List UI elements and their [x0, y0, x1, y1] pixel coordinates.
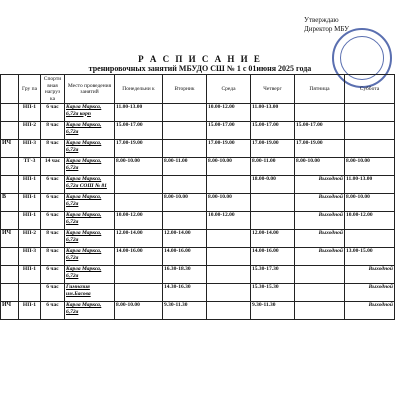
document-subtitle: тренировочных занятий МБУДО СШ № 1 с 01июня 2025 года — [88, 64, 312, 73]
thursday-cell: 15.30-15.30 — [251, 284, 295, 302]
hours-cell: 6 час — [41, 104, 65, 122]
tuesday-cell: 14.00-16.00 — [163, 248, 207, 266]
table-row — [1, 194, 395, 212]
wednesday-cell: 17.00-19.00 — [207, 140, 251, 158]
friday-cell: 15.00-17.00 — [295, 122, 345, 140]
group-cell: НП-1 — [19, 212, 41, 230]
monday-cell — [115, 176, 163, 194]
tuesday-cell — [163, 140, 207, 158]
table-row — [1, 212, 395, 230]
wednesday-cell — [207, 176, 251, 194]
monday-cell — [115, 284, 163, 302]
friday-cell: Выходной — [295, 212, 345, 230]
table-row — [1, 158, 395, 176]
hours-cell: 6 час — [41, 176, 65, 194]
place-cell: Карла Маркса, 6,72а — [65, 122, 115, 140]
hours-cell: 6 час — [41, 302, 65, 320]
tuesday-cell: 14.30-16.30 — [163, 284, 207, 302]
wednesday-cell: 10.00-12.00 — [207, 104, 251, 122]
thursday-cell — [251, 212, 295, 230]
place-cell: Карла Маркса, 6,72а — [65, 302, 115, 320]
saturday-cell — [345, 122, 395, 140]
place-cell: Гимназия им.Басова — [65, 284, 115, 302]
monday-cell: 12.00-14.00 — [115, 230, 163, 248]
tuesday-cell — [163, 212, 207, 230]
group-cell: ТГ-3 — [19, 158, 41, 176]
place-cell: Карла Маркса, 6,72а — [65, 230, 115, 248]
header-thursday: Четверг — [251, 75, 295, 104]
table-row — [1, 284, 395, 302]
friday-cell: Выходной — [295, 230, 345, 248]
thursday-cell: 9.30-11.30 — [251, 302, 295, 320]
header-place: Место проведения занятий — [65, 75, 115, 104]
document-title: Р А С П И С А Н И Е — [138, 54, 262, 64]
header-tuesday: Вторник — [163, 75, 207, 104]
saturday-cell: Выходной — [345, 302, 395, 320]
approval-line-1: Утверждаю — [304, 16, 339, 24]
saturday-cell: 8.00-10.00 — [345, 158, 395, 176]
place-cell: Карла Маркса, 6,72а СОШ № 81 — [65, 176, 115, 194]
thursday-cell: 12.00-14.00 — [251, 230, 295, 248]
wednesday-cell: 8.00-10.00 — [207, 194, 251, 212]
schedule-body — [1, 104, 395, 320]
place-cell: Карла Маркса, 6,72а — [65, 248, 115, 266]
wednesday-cell: 15.00-17.00 — [207, 122, 251, 140]
group-cell: НП-2 — [19, 122, 41, 140]
thursday-cell: 8.00-11.00 — [251, 158, 295, 176]
tuesday-cell — [163, 176, 207, 194]
table-row — [1, 248, 395, 266]
friday-cell: Выходной — [295, 176, 345, 194]
hours-cell: 6 час — [41, 212, 65, 230]
friday-cell — [295, 266, 345, 284]
friday-cell — [295, 104, 345, 122]
monday-cell: 14.00-16.00 — [115, 248, 163, 266]
hours-cell: 14 час — [41, 158, 65, 176]
group-cell: НП-1 — [19, 176, 41, 194]
coach-cell — [1, 284, 19, 302]
group-cell: НП-3 — [19, 140, 41, 158]
place-cell: Карла Маркса, 6,72а — [65, 158, 115, 176]
table-row — [1, 302, 395, 320]
saturday-cell: 13.00-15.00 — [345, 248, 395, 266]
table-row — [1, 230, 395, 248]
tuesday-cell — [163, 122, 207, 140]
wednesday-cell — [207, 284, 251, 302]
header-monday: Понедельни к — [115, 75, 163, 104]
saturday-cell: Выходной — [345, 284, 395, 302]
coach-cell — [1, 122, 19, 140]
tuesday-cell — [163, 104, 207, 122]
hours-cell: 8 час — [41, 230, 65, 248]
saturday-cell — [345, 230, 395, 248]
thursday-cell — [251, 194, 295, 212]
tuesday-cell: 8.00-10.00 — [163, 194, 207, 212]
coach-cell: ИЧ — [1, 230, 19, 248]
header-wednesday: Среда — [207, 75, 251, 104]
coach-cell — [1, 212, 19, 230]
coach-cell — [1, 176, 19, 194]
monday-cell: 8.00-10.00 — [115, 302, 163, 320]
place-cell: Карла Маркса, 6,72а — [65, 140, 115, 158]
hours-cell: 8 час — [41, 140, 65, 158]
friday-cell — [295, 302, 345, 320]
thursday-cell: 18.00-0.00 — [251, 176, 295, 194]
group-cell: НП-1 — [19, 194, 41, 212]
friday-cell: Выходной — [295, 194, 345, 212]
friday-cell — [295, 284, 345, 302]
thursday-cell: 14.00-16.00 — [251, 248, 295, 266]
friday-cell: Выходной — [295, 248, 345, 266]
friday-cell: 17.00-19.00 — [295, 140, 345, 158]
wednesday-cell — [207, 266, 251, 284]
wednesday-cell — [207, 230, 251, 248]
thursday-cell: 11.00-13.00 — [251, 104, 295, 122]
tuesday-cell: 16.30-18.30 — [163, 266, 207, 284]
group-cell: НП-3 — [19, 248, 41, 266]
header-row — [1, 75, 395, 104]
table-row — [1, 140, 395, 158]
tuesday-cell: 12.00-14.00 — [163, 230, 207, 248]
tuesday-cell: 9.30-11.30 — [163, 302, 207, 320]
coach-cell: ИЧ — [1, 302, 19, 320]
monday-cell: 17.00-19.00 — [115, 140, 163, 158]
hours-cell: 8 час — [41, 248, 65, 266]
hours-cell: 6 час — [41, 284, 65, 302]
group-cell: НП-1 — [19, 302, 41, 320]
hours-cell: 6 час — [41, 266, 65, 284]
coach-cell: В — [1, 194, 19, 212]
group-cell — [19, 284, 41, 302]
monday-cell: 8.00-10.00 — [115, 158, 163, 176]
header-friday: Пятница — [295, 75, 345, 104]
table-row — [1, 104, 395, 122]
tuesday-cell: 8.00-11.00 — [163, 158, 207, 176]
place-cell: Карла Маркса, 6,72а корп — [65, 104, 115, 122]
thursday-cell: 15.00-17.00 — [251, 122, 295, 140]
table-row — [1, 266, 395, 284]
thursday-cell: 15.30-17.30 — [251, 266, 295, 284]
monday-cell: 10.00-12.00 — [115, 212, 163, 230]
coach-cell — [1, 104, 19, 122]
table-row — [1, 122, 395, 140]
group-cell: НП-2 — [19, 230, 41, 248]
saturday-cell: 8.00-10.00 — [345, 194, 395, 212]
saturday-cell: 11.00-13.00 — [345, 176, 395, 194]
schedule-table — [0, 74, 395, 320]
friday-cell: 8.00-10.00 — [295, 158, 345, 176]
coach-cell — [1, 266, 19, 284]
coach-cell — [1, 158, 19, 176]
saturday-cell: 10.00-12.00 — [345, 212, 395, 230]
coach-cell: ИЧ — [1, 140, 19, 158]
hours-cell: 8 час — [41, 122, 65, 140]
header-saturday: Суббота — [345, 75, 395, 104]
place-cell: Карла Маркса, 6,72а — [65, 194, 115, 212]
coach-cell — [1, 248, 19, 266]
header-group: Гру пa — [19, 75, 41, 104]
place-cell: Карла Маркса, 6,72а — [65, 212, 115, 230]
approval-line-2: Директор МБУ — [304, 25, 350, 33]
table-row — [1, 176, 395, 194]
wednesday-cell — [207, 302, 251, 320]
wednesday-cell: 10.00-12.00 — [207, 212, 251, 230]
hours-cell: 6 час — [41, 194, 65, 212]
monday-cell — [115, 266, 163, 284]
saturday-cell — [345, 104, 395, 122]
header-hours: Спорти вная нагруз ка — [41, 75, 65, 104]
saturday-cell: Выходной — [345, 266, 395, 284]
thursday-cell: 17.00-19.00 — [251, 140, 295, 158]
saturday-cell — [345, 140, 395, 158]
monday-cell: 11.00-13.00 — [115, 104, 163, 122]
monday-cell: 15.00-17.00 — [115, 122, 163, 140]
place-cell: Карла Маркса, 6,72а — [65, 266, 115, 284]
header-coach — [1, 75, 19, 104]
wednesday-cell — [207, 248, 251, 266]
monday-cell — [115, 194, 163, 212]
group-cell: НП-1 — [19, 266, 41, 284]
group-cell: НП-1 — [19, 104, 41, 122]
wednesday-cell: 8.00-10.00 — [207, 158, 251, 176]
